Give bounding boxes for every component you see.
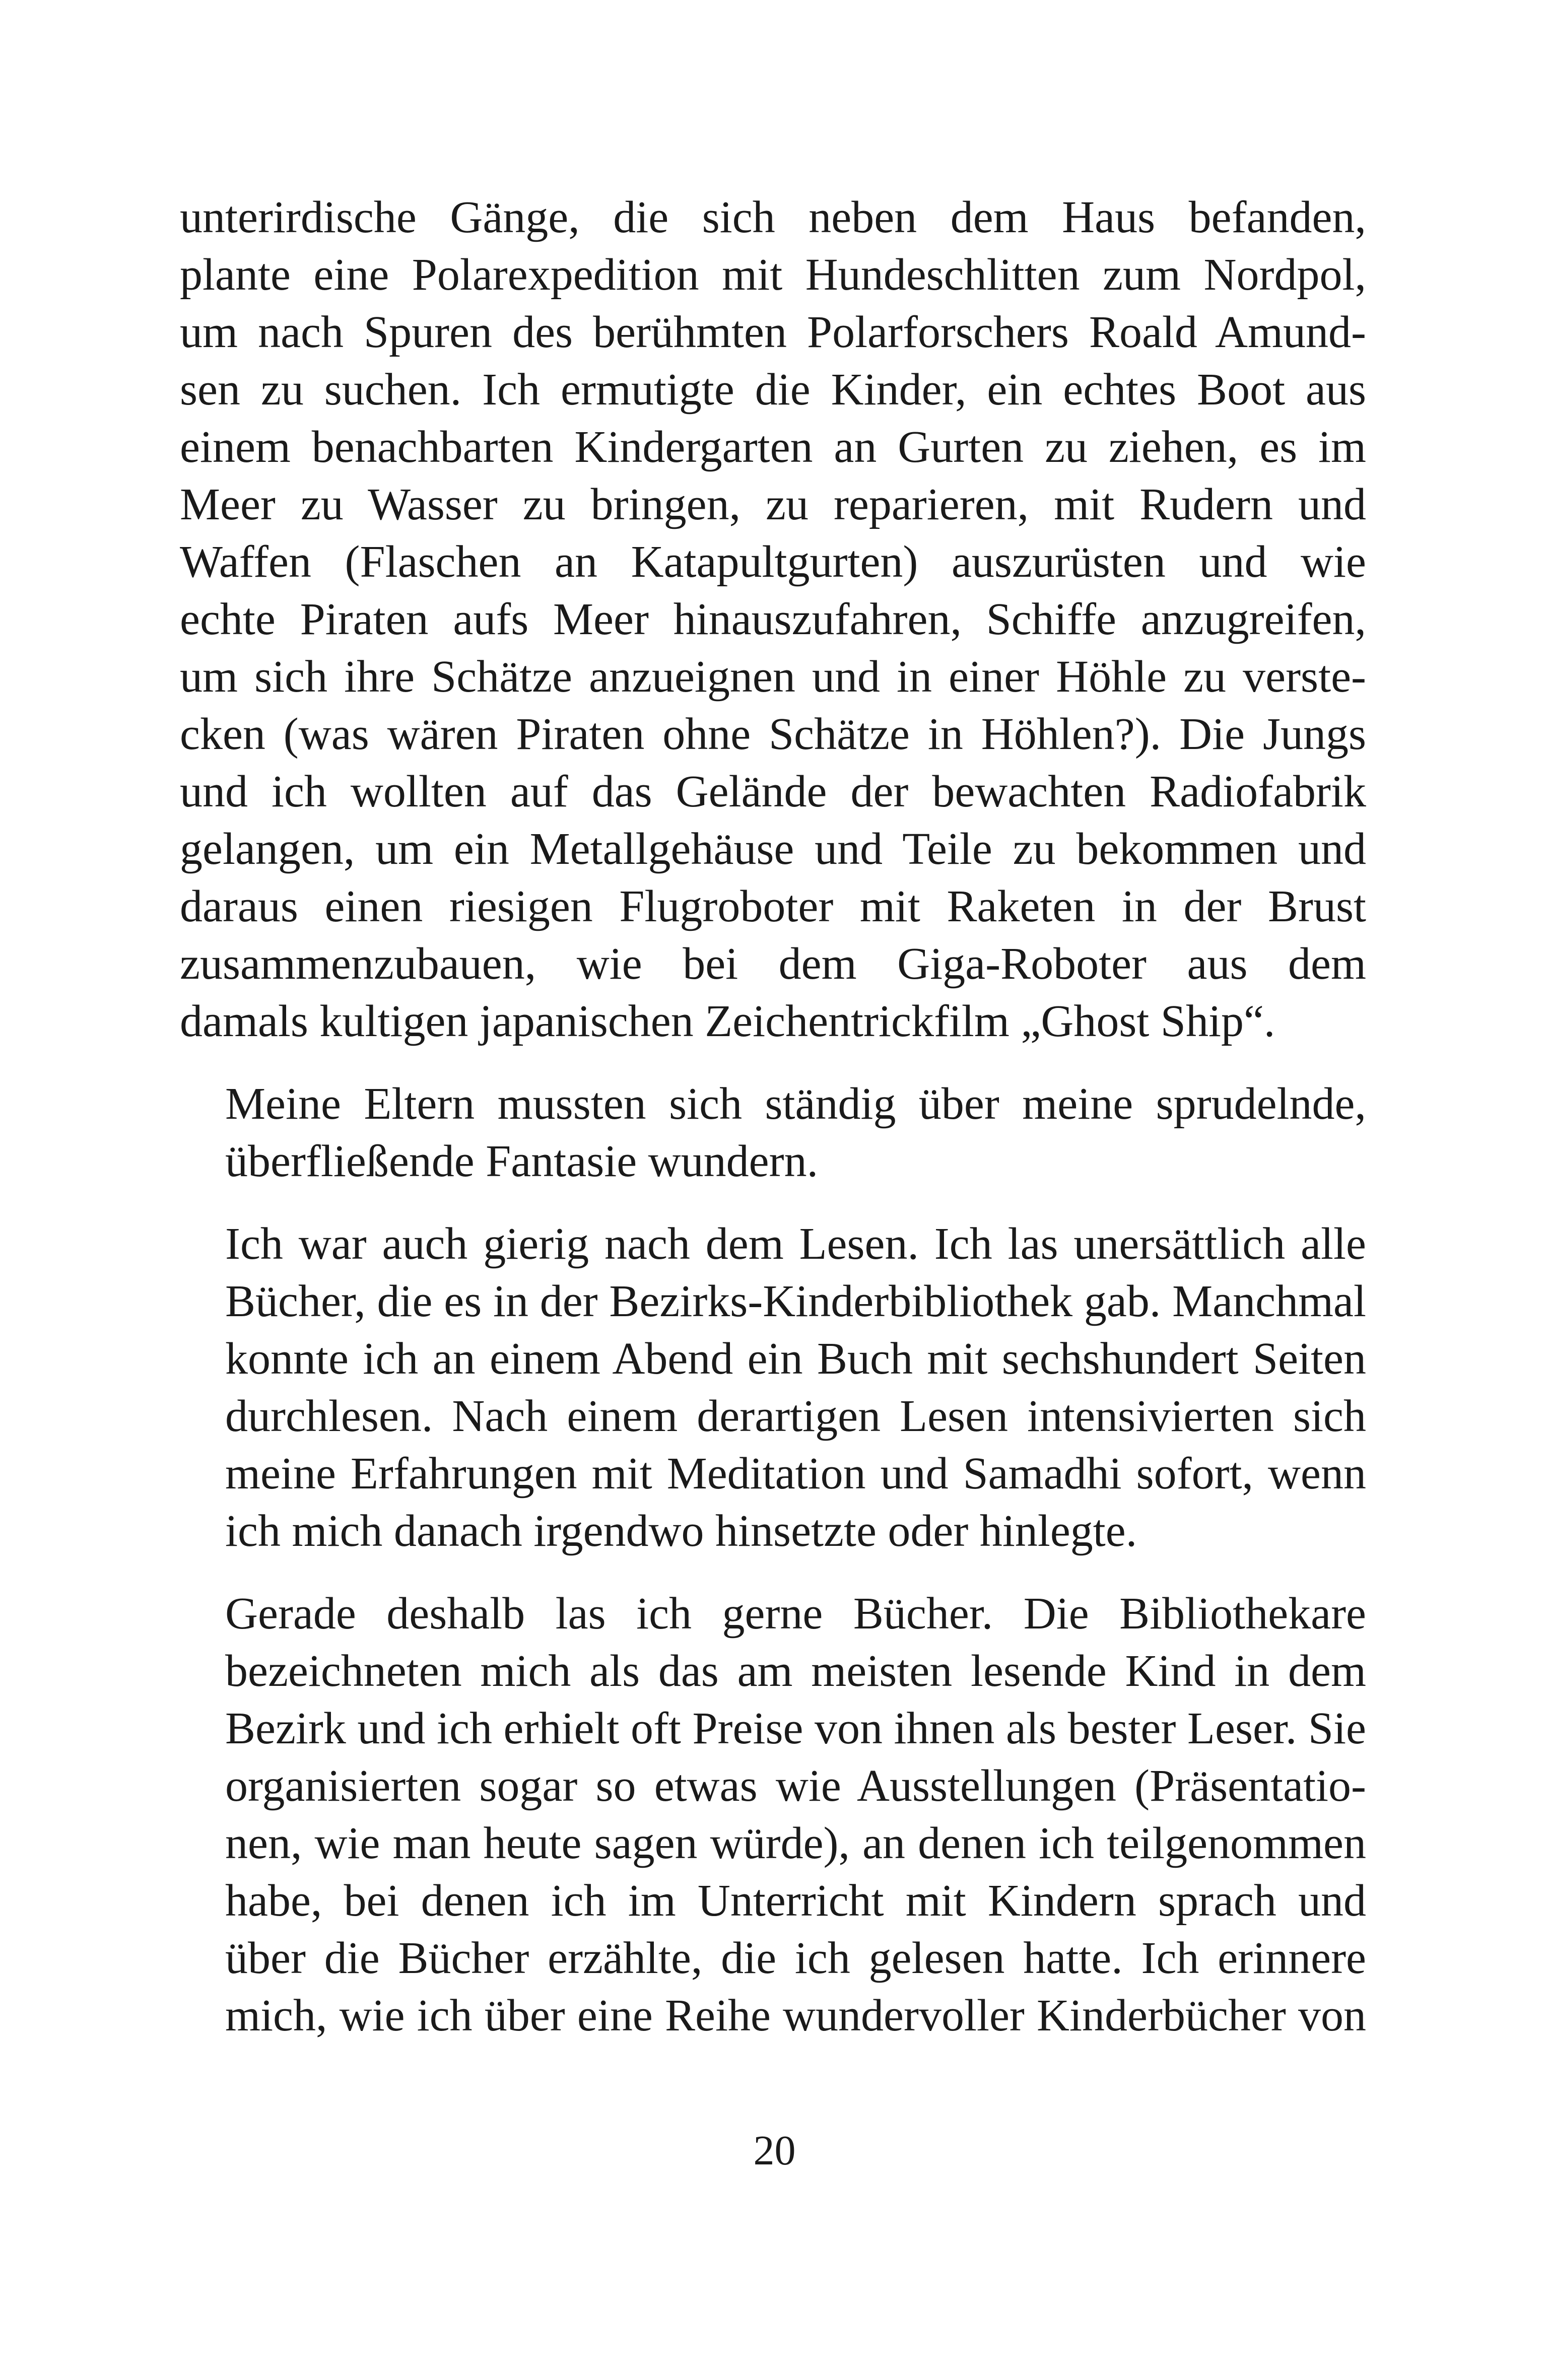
text-line: einem benachbarten Kindergarten an Gurten zu ziehen, es im: [180, 422, 1366, 472]
text-line: nen, wie man heute sagen würde), an denen ich teilgenommen: [225, 1818, 1366, 1868]
text-line: sen zu suchen. Ich ermutigte die Kinder, ein echtes Boot aus: [180, 365, 1366, 415]
text-line: meine Erfahrungen mit Meditation und Samadhi sofort, wenn: [225, 1449, 1366, 1499]
text-line: Waffen (Flaschen an Katapultgurten) auszurüsten und wie: [180, 537, 1366, 587]
text-line: überfließende Fantasie wundern.: [225, 1136, 819, 1186]
text-line: gelangen, um ein Metallgehäuse und Teile zu bekommen und: [180, 824, 1366, 874]
text-line: habe, bei denen ich im Unterricht mit Kindern sprach und: [225, 1876, 1366, 1926]
text-line: über die Bücher erzählte, die ich gelesen hatte. Ich erinnere: [225, 1933, 1366, 1983]
text-line: Meine Eltern mussten sich ständig über meine sprudelnde,: [225, 1079, 1366, 1129]
text-line: Gerade deshalb las ich gerne Bücher. Die Bibliothekare: [225, 1589, 1366, 1639]
text-line: ich mich danach irgendwo hinsetzte oder hinlegte.: [225, 1506, 1137, 1556]
text-line: mich, wie ich über eine Reihe wundervoller Kinderbücher von: [225, 1991, 1366, 2041]
text-line: durchlesen. Nach einem derartigen Lesen intensivierten sich: [225, 1391, 1366, 1441]
page-number: 20: [753, 2127, 796, 2174]
text-line: organisierten sogar so etwas wie Ausstellungen (Präsentatio-: [225, 1761, 1366, 1811]
text-line: Bücher, die es in der Bezirks-Kinderbibliothek gab. Manchmal: [225, 1276, 1366, 1326]
text-line: um sich ihre Schätze anzueignen und in einer Höhle zu verste-: [180, 652, 1366, 702]
text-line: echte Piraten aufs Meer hinauszufahren, Schiffe anzugreifen,: [180, 594, 1366, 644]
text-line: bezeichneten mich als das am meisten lesende Kind in dem: [225, 1646, 1366, 1696]
paragraph-4: [180, 1585, 1366, 2045]
text-line: und ich wollten auf das Gelände der bewachten Radiofabrik: [180, 767, 1366, 817]
paragraph-2: [180, 1075, 1366, 1190]
text-line: Bezirk und ich erhielt oft Preise von ihnen als bester Leser. Sie: [225, 1704, 1366, 1753]
text-line: daraus einen riesigen Flugroboter mit Raketen in der Brust: [180, 881, 1366, 931]
paragraph-1: [180, 189, 1366, 1050]
text-line: cken (was wären Piraten ohne Schätze in Höhlen?). Die Jungs: [180, 709, 1366, 759]
text-line: Ich war auch gierig nach dem Lesen. Ich las unersättlich alle: [225, 1219, 1366, 1269]
text-line: zusammenzubauen, wie bei dem Giga-Roboter aus dem: [180, 939, 1366, 989]
text-line: um nach Spuren des berühmten Polarforschers Roald Amund-: [180, 307, 1366, 357]
text-line: damals kultigen japanischen Zeichentrickfilm „Ghost Ship“.: [180, 996, 1275, 1046]
text-line: unterirdische Gänge, die sich neben dem Haus befanden,: [180, 192, 1366, 242]
text-line: Meer zu Wasser zu bringen, zu reparieren, mit Rudern und: [180, 480, 1366, 529]
text-line: konnte ich an einem Abend ein Buch mit sechshundert Seiten: [225, 1334, 1366, 1384]
paragraph-3: [180, 1215, 1366, 1560]
body-text: [180, 189, 1366, 2045]
text-line: plante eine Polarexpedition mit Hundeschlitten zum Nordpol,: [180, 250, 1366, 300]
